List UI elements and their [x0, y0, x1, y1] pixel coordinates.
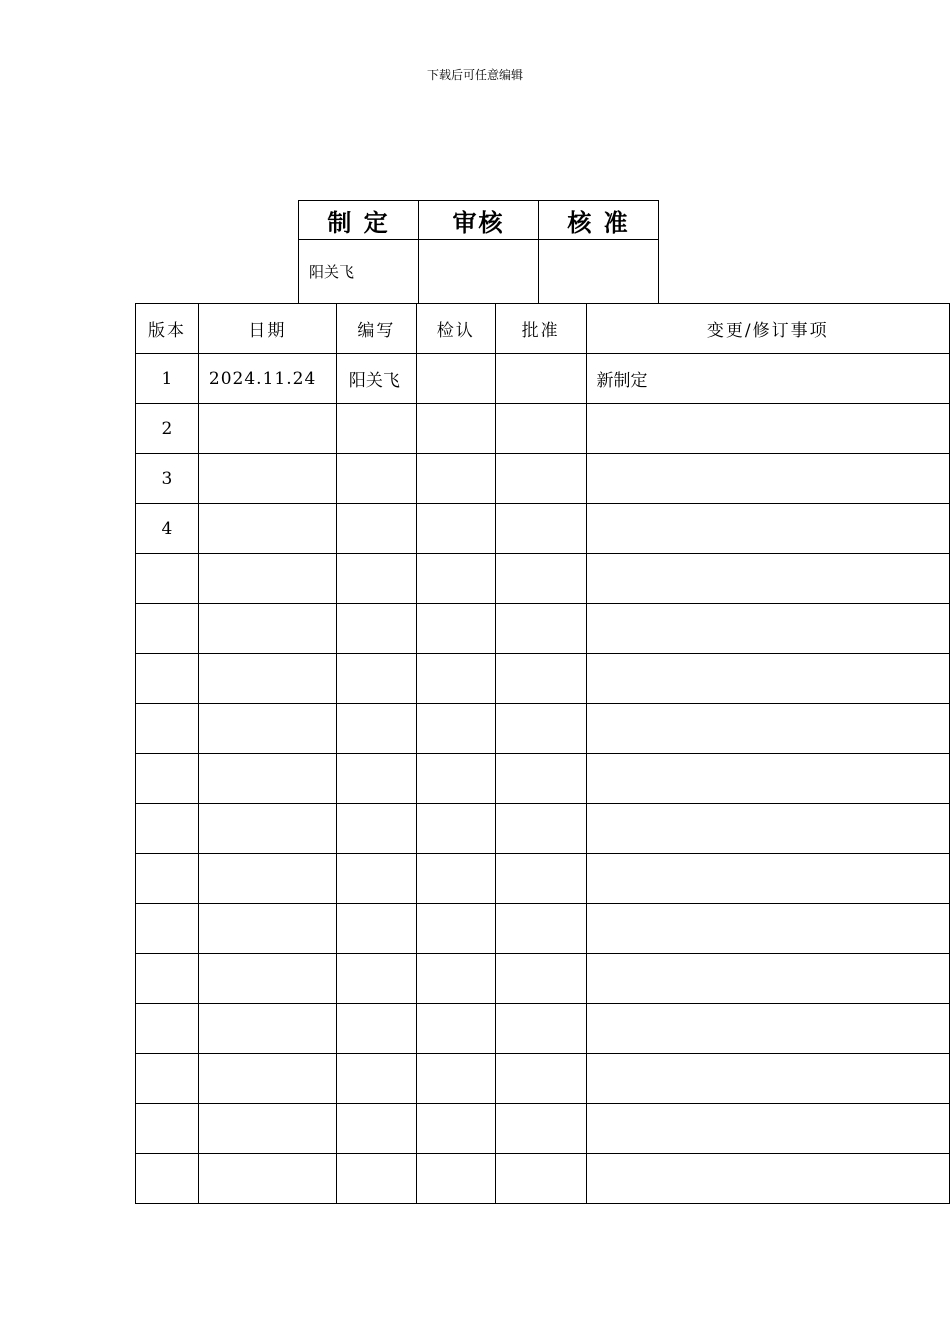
cell-change [586, 404, 949, 454]
cell-change [586, 854, 949, 904]
approval-header-approved: 核 准 [539, 201, 659, 240]
cell-author [336, 954, 416, 1004]
table-row [136, 904, 950, 954]
cell-version [136, 1104, 199, 1154]
revision-table [135, 303, 950, 1204]
cell-version [136, 1154, 199, 1204]
cell-author [336, 604, 416, 654]
col-header-author: 编写 [336, 304, 416, 354]
cell-change [586, 954, 949, 1004]
cell-approved [495, 1154, 586, 1204]
table-row [136, 1004, 950, 1054]
cell-checked [416, 404, 495, 454]
cell-author [336, 504, 416, 554]
cell-author [336, 754, 416, 804]
cell-date [198, 1054, 336, 1104]
cell-version: 1 [136, 354, 199, 404]
cell-author [336, 1004, 416, 1054]
cell-version [136, 1004, 199, 1054]
cell-author [336, 404, 416, 454]
cell-version [136, 704, 199, 754]
revision-body [136, 354, 950, 1204]
approval-value-row [299, 240, 659, 304]
header-note: 下载后可任意编辑 [426, 68, 523, 82]
approval-value-prepared: 阳关飞 [299, 240, 419, 304]
cell-version [136, 604, 199, 654]
col-header-change: 变更/修订事项 [586, 304, 949, 354]
cell-change [586, 704, 949, 754]
cell-change [586, 604, 949, 654]
cell-change [586, 654, 949, 704]
cell-author [336, 854, 416, 904]
cell-approved [495, 604, 586, 654]
cell-approved [495, 504, 586, 554]
cell-checked [416, 354, 495, 404]
table-row [136, 354, 950, 404]
cell-approved [495, 454, 586, 504]
table-row [136, 854, 950, 904]
cell-date [198, 604, 336, 654]
cell-checked [416, 654, 495, 704]
cell-date [198, 504, 336, 554]
cell-version: 4 [136, 504, 199, 554]
cell-approved [495, 654, 586, 704]
cell-date [198, 1004, 336, 1054]
cell-version [136, 904, 199, 954]
cell-author [336, 704, 416, 754]
cell-checked [416, 954, 495, 1004]
cell-version [136, 554, 199, 604]
cell-approved [495, 904, 586, 954]
cell-author [336, 1054, 416, 1104]
cell-version [136, 654, 199, 704]
cell-date [198, 554, 336, 604]
cell-version: 2 [136, 404, 199, 454]
table-row [136, 554, 950, 604]
cell-checked [416, 1004, 495, 1054]
cell-change [586, 504, 949, 554]
table-row [136, 754, 950, 804]
cell-checked [416, 854, 495, 904]
cell-checked [416, 1104, 495, 1154]
cell-author [336, 554, 416, 604]
cell-date [198, 1104, 336, 1154]
cell-date [198, 954, 336, 1004]
cell-change [586, 554, 949, 604]
table-row [136, 1154, 950, 1204]
approval-table [298, 200, 659, 304]
table-row [136, 404, 950, 454]
cell-approved [495, 704, 586, 754]
cell-checked [416, 1054, 495, 1104]
cell-approved [495, 754, 586, 804]
cell-version [136, 754, 199, 804]
table-row [136, 1104, 950, 1154]
approval-header-row [299, 201, 659, 240]
cell-version [136, 954, 199, 1004]
cell-checked [416, 554, 495, 604]
approval-header-prepared: 制 定 [299, 201, 419, 240]
cell-date: 2024.11.24 [198, 354, 336, 404]
cell-author [336, 904, 416, 954]
cell-checked [416, 804, 495, 854]
cell-date [198, 404, 336, 454]
cell-date [198, 904, 336, 954]
table-row [136, 804, 950, 854]
cell-checked [416, 604, 495, 654]
cell-author [336, 1154, 416, 1204]
cell-date [198, 754, 336, 804]
cell-approved [495, 554, 586, 604]
table-row [136, 604, 950, 654]
cell-approved [495, 954, 586, 1004]
cell-change [586, 804, 949, 854]
table-row [136, 1054, 950, 1104]
cell-author: 阳关飞 [336, 354, 416, 404]
cell-version [136, 854, 199, 904]
cell-date [198, 804, 336, 854]
cell-checked [416, 454, 495, 504]
cell-author [336, 454, 416, 504]
cell-approved [495, 1004, 586, 1054]
col-header-date: 日期 [198, 304, 336, 354]
cell-version: 3 [136, 454, 199, 504]
cell-approved [495, 404, 586, 454]
cell-author [336, 1104, 416, 1154]
cell-approved [495, 354, 586, 404]
cell-date [198, 454, 336, 504]
cell-author [336, 804, 416, 854]
cell-date [198, 704, 336, 754]
cell-change [586, 1004, 949, 1054]
cell-approved [495, 854, 586, 904]
cell-date [198, 854, 336, 904]
cell-date [198, 654, 336, 704]
cell-checked [416, 1154, 495, 1204]
col-header-version: 版本 [136, 304, 199, 354]
approval-header-reviewed: 审核 [419, 201, 539, 240]
cell-change [586, 754, 949, 804]
cell-date [198, 1154, 336, 1204]
cell-version [136, 804, 199, 854]
cell-approved [495, 1104, 586, 1154]
cell-checked [416, 704, 495, 754]
cell-change [586, 1104, 949, 1154]
cell-version [136, 1054, 199, 1104]
approval-value-approved [539, 240, 659, 304]
cell-approved [495, 804, 586, 854]
cell-checked [416, 904, 495, 954]
table-row [136, 654, 950, 704]
approval-value-reviewed [419, 240, 539, 304]
cell-change [586, 904, 949, 954]
table-row [136, 504, 950, 554]
col-header-checked: 检认 [416, 304, 495, 354]
cell-checked [416, 504, 495, 554]
cell-change [586, 1054, 949, 1104]
cell-change [586, 454, 949, 504]
col-header-approved: 批准 [495, 304, 586, 354]
cell-approved [495, 1054, 586, 1104]
table-row [136, 954, 950, 1004]
cell-author [336, 654, 416, 704]
cell-change [586, 1154, 949, 1204]
cell-change: 新制定 [586, 354, 949, 404]
table-row [136, 704, 950, 754]
table-row [136, 454, 950, 504]
revision-header-row [136, 304, 950, 354]
cell-checked [416, 754, 495, 804]
